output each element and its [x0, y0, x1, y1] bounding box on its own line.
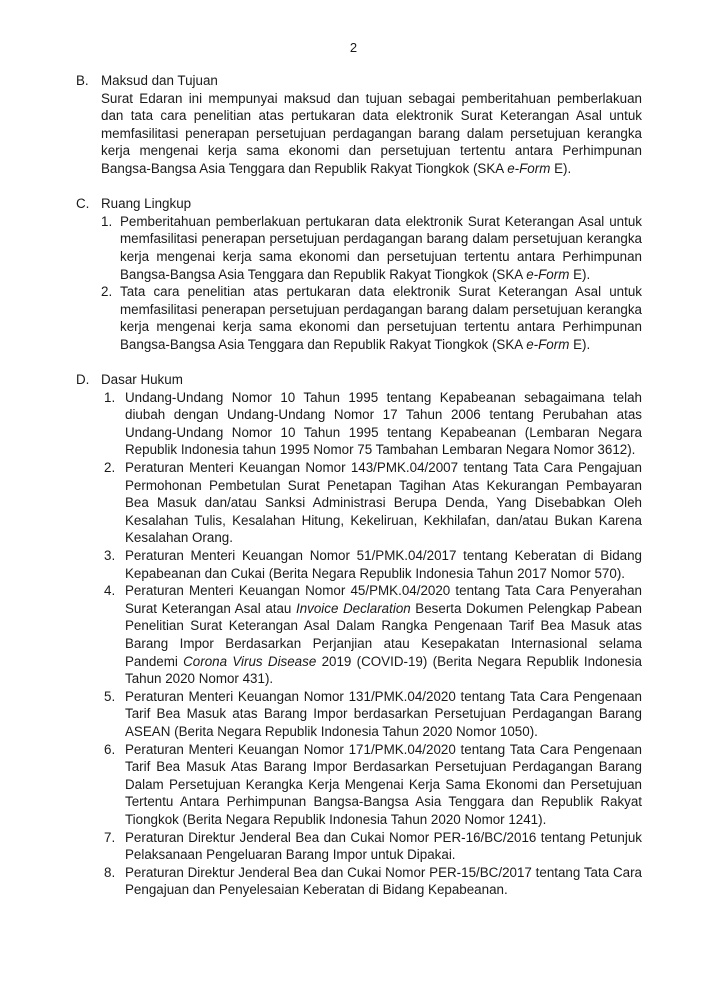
item-number: 6. [104, 741, 116, 757]
section-heading [76, 195, 642, 213]
section-title: Maksud dan Tujuan [101, 73, 218, 88]
item-text: Peraturan Direktur Jenderal Bea dan Cukai Nomor PER-16/BC/2016 tentang Petunjuk Pelaksanaan Pengeluaran Barang Impor untuk Dipakai. [125, 829, 642, 863]
section-letter: C. [76, 196, 90, 212]
item-number: 2. [101, 284, 113, 300]
section-letter: B. [76, 73, 89, 88]
item-text: Peraturan Direktur Jenderal Bea dan Cukai Nomor PER-15/BC/2017 tentang Tata Cara Pengajuan dan Penyelesaian Keberatan di Bidang Kepabeanan. [125, 864, 642, 898]
item-text-part: Tata cara penelitian atas pertukaran data elektronik Surat Keterangan Asal untuk memfasilitasi penerapan persetujuan perdagangan barang dalam persetujuan kerangka kerja mengenai kerja sama ekonomi dan persetujuan tertentu antara Perhimpunan Bangsa-Bangsa Asia Tenggara dan Republik Rakyat Tiongkok (SKA [120, 284, 642, 352]
section-title: Dasar Hukum [101, 372, 183, 388]
item-text: Undang-Undang Nomor 10 Tahun 1995 tentang Kepabeanan sebagaimana telah diubah dengan Undang-Undang Nomor 17 Tahun 2006 tentang Perubahan atas Undang-Undang Nomor 10 Tahun 1995 tentang Kepabeanan (Lembaran Negara Republik Indonesia tahun 1995 Nomor 75 Tambahan Lembaran Negara Nomor 3612). [125, 389, 642, 458]
item-text-part: 2019 (COVID-19) (Berita Negara Republik Indonesia Tahun 2020 Nomor 431). [125, 653, 642, 687]
legal-basis-list [104, 389, 642, 899]
item-number: 1. [101, 213, 113, 229]
list-item [104, 864, 642, 899]
item-text [120, 283, 642, 353]
item-number: 8. [104, 864, 116, 880]
item-text [125, 582, 642, 688]
italic-term: e-Form [526, 266, 570, 282]
item-text: Peraturan Menteri Keuangan Nomor 51/PMK.04/2017 tentang Keberatan di Bidang Kepabeanan dan Cukai (Berita Negara Republik Indonesia Tahun 2017 Nomor 570). [125, 548, 642, 581]
italic-term: e-Form [526, 336, 570, 352]
scope-list [101, 213, 642, 354]
item-text: Peraturan Menteri Keuangan Nomor 143/PMK.04/2007 tentang Tata Cara Pengajuan Permohonan Pembetulan Surat Penetapan Tagihan Atas Kekurangan Pembayaran Bea Masuk dan/atau Sanksi Administrasi Berupa Denda, Yang Disebabkan Oleh Kesalahan Tulis, Kesalahan Hitung, Kekeliruan, Kekhilafan, dan/atau Bukan Karena Kesalahan Orang. [125, 460, 642, 546]
list-item [101, 283, 642, 353]
list-item [104, 389, 642, 459]
list-item [104, 459, 642, 547]
italic-term: Corona Virus Disease [183, 653, 317, 669]
document-body [76, 72, 642, 917]
list-item [104, 688, 642, 741]
item-number: 7. [104, 829, 116, 845]
italic-term: Invoice Declaration [295, 600, 411, 616]
item-number: 4. [104, 583, 116, 599]
section-letter: D. [76, 372, 90, 388]
section-maksud-dan-tujuan [76, 72, 642, 178]
item-number: 5. [104, 688, 116, 704]
section-dasar-hukum [76, 371, 642, 899]
section-heading [76, 371, 642, 389]
item-text [120, 213, 642, 283]
item-text-part: Pemberitahuan pemberlakuan pertukaran data elektronik Surat Keterangan Asal untuk memfasilitasi penerapan persetujuan perdagangan barang dalam persetujuan kerangka kerja mengenai kerja sama ekonomi dan persetujuan tertentu antara Perhimpunan Bangsa-Bangsa Asia Tenggara dan Republik Rakyat Tiongkok (SKA [120, 213, 642, 282]
item-number: 1. [104, 389, 116, 405]
item-text-part: Peraturan Menteri Keuangan Nomor 45/PMK.04/2020 tentang Tata Cara Penyerahan Surat Keterangan Asal atau [125, 583, 642, 616]
section-paragraph [101, 90, 642, 178]
item-text-part: E). [569, 266, 591, 282]
italic-term: e-Form [507, 160, 551, 176]
page-number: 2 [349, 40, 358, 55]
item-text: Peraturan Menteri Keuangan Nomor 171/PMK.04/2020 tentang Tata Cara Pengenaan Tarif Bea Masuk Atas Barang Impor Berdasarkan Persetujuan Perdagangan Barang Dalam Persetujuan Kerangka Kerja Mengenai Kerja Sama Ekonomi dan Persetujuan Tertentu Antara Perhimpunan Bangsa-Bangsa Asia Tenggara dan Republik Rakyat Tiongkok (Berita Negara Republik Indonesia Tahun 2020 Nomor 1241). [125, 741, 642, 827]
item-number: 3. [104, 548, 116, 564]
list-item [104, 547, 642, 582]
section-ruang-lingkup [76, 195, 642, 353]
paragraph-text: Surat Edaran ini mempunyai maksud dan tujuan sebagai pemberitahuan pemberlakuan dan tata cara penelitian atas pertukaran data elektronik Surat Keterangan Asal untuk memfasilitasi penerapan persetujuan perdagangan barang dalam persetujuan kerangka kerja mengenai kerja sama ekonomi dan persetujuan tertentu antara Perhimpunan Bangsa-Bangsa Asia Tenggara dan Republik Rakyat Tiongkok (SKA [101, 90, 642, 176]
list-item [104, 829, 642, 864]
list-item [101, 213, 642, 283]
item-text: Peraturan Menteri Keuangan Nomor 131/PMK.04/2020 tentang Tata Cara Pengenaan Tarif Bea Masuk atas Barang Impor berdasarkan Persetujuan Perdagangan Barang ASEAN (Berita Negara Republik Indonesia Tahun 2020 Nomor 1050). [125, 688, 642, 739]
section-title: Ruang Lingkup [101, 196, 192, 212]
list-item [104, 741, 642, 829]
list-item [104, 582, 642, 688]
paragraph-text: E). [550, 160, 572, 176]
section-heading [76, 72, 642, 90]
item-text-part: E). [569, 336, 591, 352]
item-number: 2. [104, 460, 116, 476]
item-text-part: Beserta Dokumen Pelengkap Pabean Penelitian Surat Keterangan Asal Dalam Rangka Pengenaan Tarif Bea Masuk atas Barang Impor Berdasarkan Perjanjian atau Kesepakatan Internasional selama Pandemi [125, 600, 642, 669]
